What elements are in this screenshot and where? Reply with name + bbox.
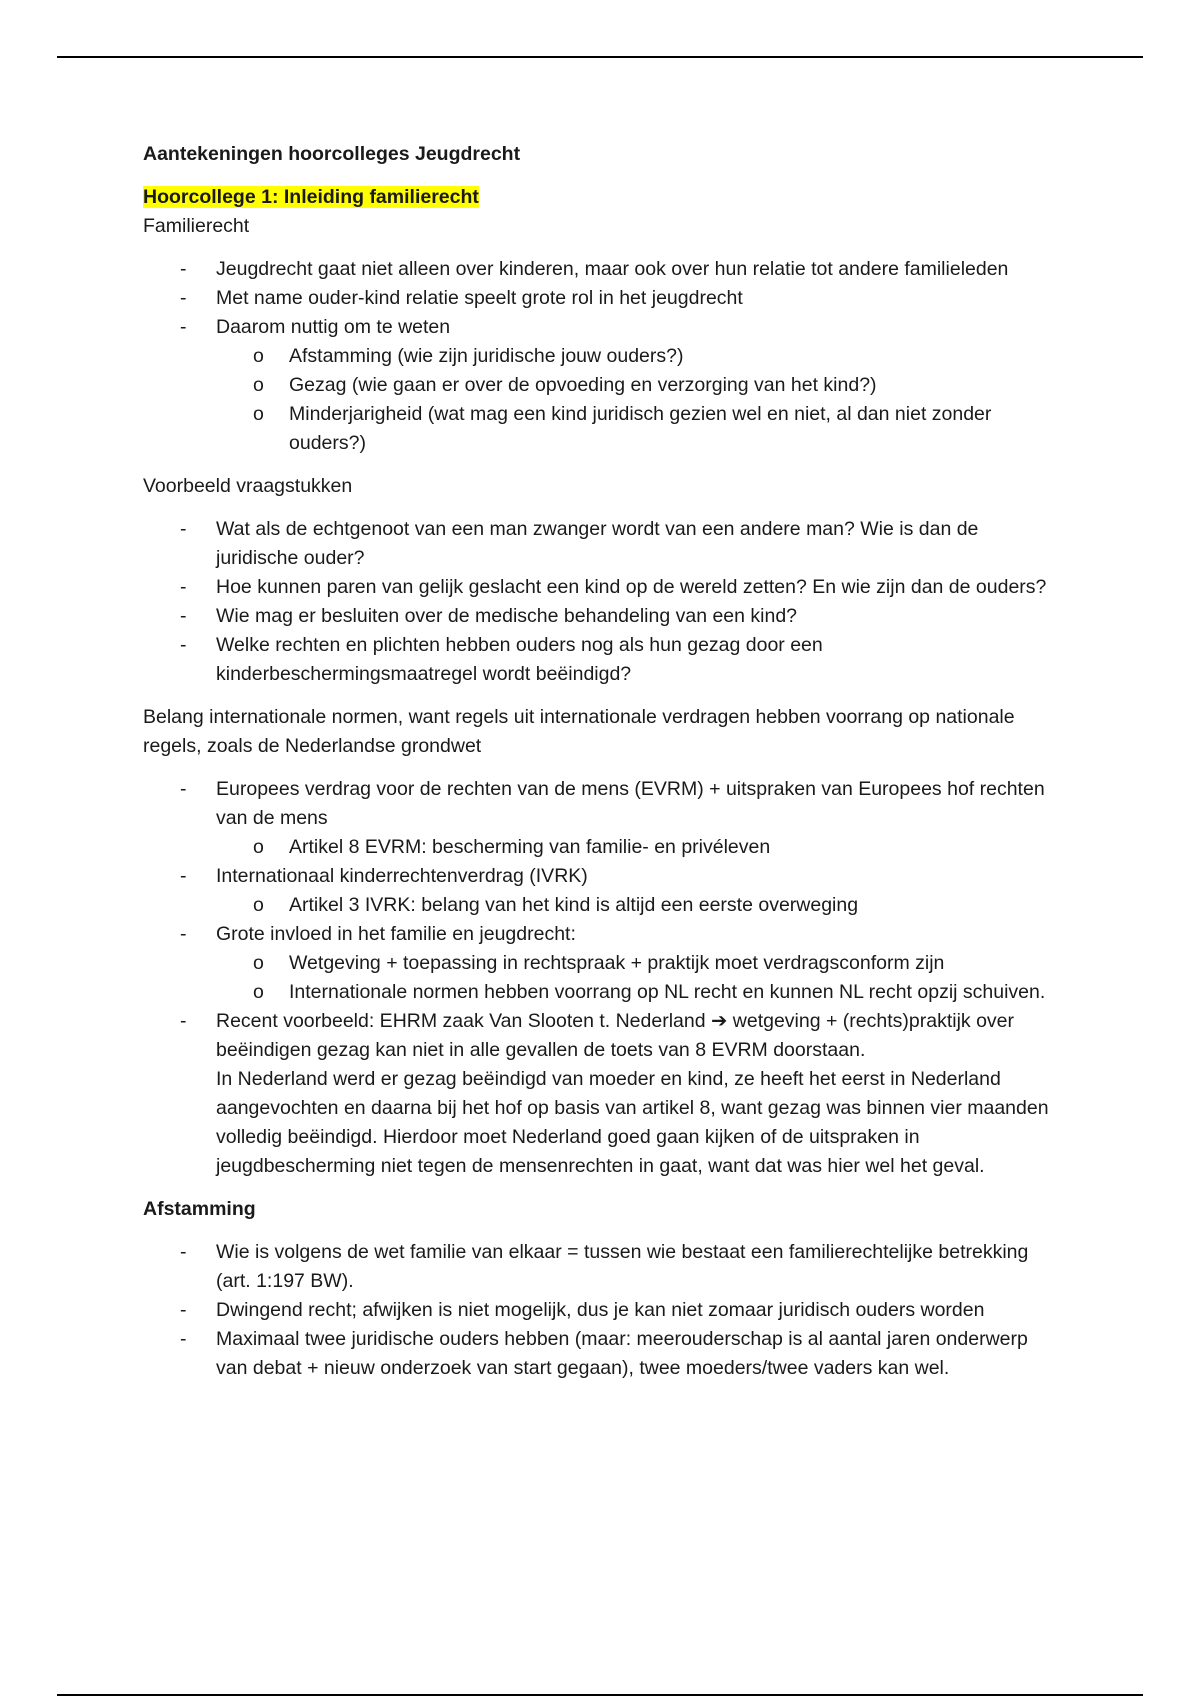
document-title: Aantekeningen hoorcolleges Jeugdrecht: [143, 143, 521, 165]
ivrk-sublist: [216, 891, 1063, 920]
highlighted-heading: Hoorcollege 1: Inleiding familierecht: [143, 186, 479, 208]
list-item: - Met name ouder-kind relatie speelt grote rol in het jeugdrecht: [143, 284, 1063, 313]
circle-bullet: o: [253, 952, 264, 974]
list-item: - Recent voorbeeld: EHRM zaak Van Slooten t. Nederland ➔ wetgeving + (rechts)praktijk over beëindigen gezag kan niet in alle gevallen de toets van 8 EVRM doorstaan. In Nederland werd er gezag beëindigd van moeder en kind, ze heeft het eerst in Nederland aangevochten en daarna bij het hof op basis van artikel 8, want gezag was binnen vier maanden volledig beëindigd. Hierdoor moet Nederland goed gaan kijken of de uitspraken in jeugdbescherming niet tegen de mensenrechten in gaat, want dat was hier wel het geval.: [143, 1007, 1063, 1181]
dash-bullet: -: [180, 576, 187, 598]
evrm-sublist: [216, 833, 1063, 862]
sublist-item: o Minderjarigheid (wat mag een kind juridisch gezien wel en niet, al dan niet zonder ouders?): [216, 400, 1063, 458]
dash-bullet: -: [180, 778, 187, 800]
dash-bullet: -: [180, 605, 187, 627]
afstamming-heading: Afstamming: [143, 1198, 256, 1220]
international-paragraph: Belang internationale normen, want regels uit internationale verdragen hebben voorrang op nationale regels, zoals de Nederlandse grondwet: [143, 706, 1015, 757]
list-item: - Maximaal twee juridische ouders hebben (maar: meerouderschap is al aantal jaren onderwerp van debat + nieuw onderzoek van start gegaan), twee moeders/twee vaders kan wel.: [143, 1325, 1063, 1383]
list-item: - Wat als de echtgenoot van een man zwanger wordt van een andere man? Wie is dan de juridische ouder?: [143, 515, 1063, 573]
examples-list: [143, 515, 1063, 689]
sublist-item: o Wetgeving + toepassing in rechtspraak + praktijk moet verdragsconform zijn: [216, 949, 1063, 978]
dash-bullet: -: [180, 865, 187, 887]
examples-heading: Voorbeeld vraagstukken: [143, 475, 353, 497]
dash-bullet: -: [180, 518, 187, 540]
sublist-item: o Artikel 3 IVRK: belang van het kind is altijd een eerste overweging: [216, 891, 1063, 920]
sublist-item: o Artikel 8 EVRM: bescherming van familie- en privéleven: [216, 833, 1063, 862]
arrow-right-icon: ➔: [711, 1010, 728, 1032]
list-item: - Grote invloed in het familie en jeugdrecht: o Wetgeving + toepassing in rechtspraak + praktijk moet verdragsconform zijn o Internationale normen hebben voorrang op NL recht en kunnen NL recht opzij schuiven.: [143, 920, 1063, 1007]
dash-bullet: -: [180, 1299, 187, 1321]
top-rule: [57, 56, 1143, 58]
dash-bullet: -: [180, 287, 187, 309]
sublist-item: o Afstamming (wie zijn juridische jouw ouders?): [216, 342, 1063, 371]
sublist-item: o Internationale normen hebben voorrang op NL recht en kunnen NL recht opzij schuiven.: [216, 978, 1063, 1007]
influence-sublist: [216, 949, 1063, 1007]
bottom-rule: [57, 1694, 1143, 1696]
circle-bullet: o: [253, 836, 264, 858]
circle-bullet: o: [253, 403, 264, 425]
dash-bullet: -: [180, 1328, 187, 1350]
dash-bullet: -: [180, 1241, 187, 1263]
circle-bullet: o: [253, 981, 264, 1003]
recent-example-detail: In Nederland werd er gezag beëindigd van moeder en kind, ze heeft het eerst in Nederland aangevochten en daarna bij het hof op basis van artikel 8, want gezag was binnen vier maanden volledig beëindigd. Hierdoor moet Nederland goed gaan kijken of de uitspraken in jeugdbescherming niet tegen de mensenrechten in gaat, want dat was hier wel het geval.: [216, 1068, 1049, 1177]
list-item: - Internationaal kinderrechtenverdrag (IVRK) o Artikel 3 IVRK: belang van het kind is altijd een eerste overweging: [143, 862, 1063, 920]
list-item: - Welke rechten en plichten hebben ouders nog als hun gezag door een kinderbeschermingsmaatregel wordt beëindigd?: [143, 631, 1063, 689]
list-item: - Hoe kunnen paren van gelijk geslacht een kind op de wereld zetten? En wie zijn dan de ouders?: [143, 573, 1063, 602]
sublist-item: o Gezag (wie gaan er over de opvoeding en verzorging van het kind?): [216, 371, 1063, 400]
intro-list: [143, 255, 1063, 458]
circle-bullet: o: [253, 894, 264, 916]
afstamming-list: [143, 1238, 1063, 1383]
document-body: [143, 140, 1063, 1397]
dash-bullet: -: [180, 316, 187, 338]
dash-bullet: -: [180, 923, 187, 945]
intro-sublist: [216, 342, 1063, 458]
list-item: - Jeugdrecht gaat niet alleen over kinderen, maar ook over hun relatie tot andere familieleden: [143, 255, 1063, 284]
list-item: - Wie is volgens de wet familie van elkaar = tussen wie bestaat een familierechtelijke betrekking (art. 1:197 BW).: [143, 1238, 1063, 1296]
list-item: - Europees verdrag voor de rechten van de mens (EVRM) + uitspraken van Europees hof rechten van de mens o Artikel 8 EVRM: bescherming van familie- en privéleven: [143, 775, 1063, 862]
lecture-heading: [143, 183, 1063, 212]
dash-bullet: -: [180, 634, 187, 656]
international-list: [143, 775, 1063, 1181]
list-item: - Wie mag er besluiten over de medische behandeling van een kind?: [143, 602, 1063, 631]
dash-bullet: -: [180, 258, 187, 280]
subheading-familierecht: Familierecht: [143, 215, 250, 237]
circle-bullet: o: [253, 345, 264, 367]
dash-bullet: -: [180, 1010, 187, 1032]
circle-bullet: o: [253, 374, 264, 396]
list-item: - Dwingend recht; afwijken is niet mogelijk, dus je kan niet zomaar juridisch ouders worden: [143, 1296, 1063, 1325]
list-item: - Daarom nuttig om te weten o Afstamming (wie zijn juridische jouw ouders?) o Gezag (wie gaan er over de opvoeding en verzorging van het kind?) o Minderjarigheid (wat mag een kind juridisch gezien wel en niet, al dan niet zonder ouders?): [143, 313, 1063, 458]
